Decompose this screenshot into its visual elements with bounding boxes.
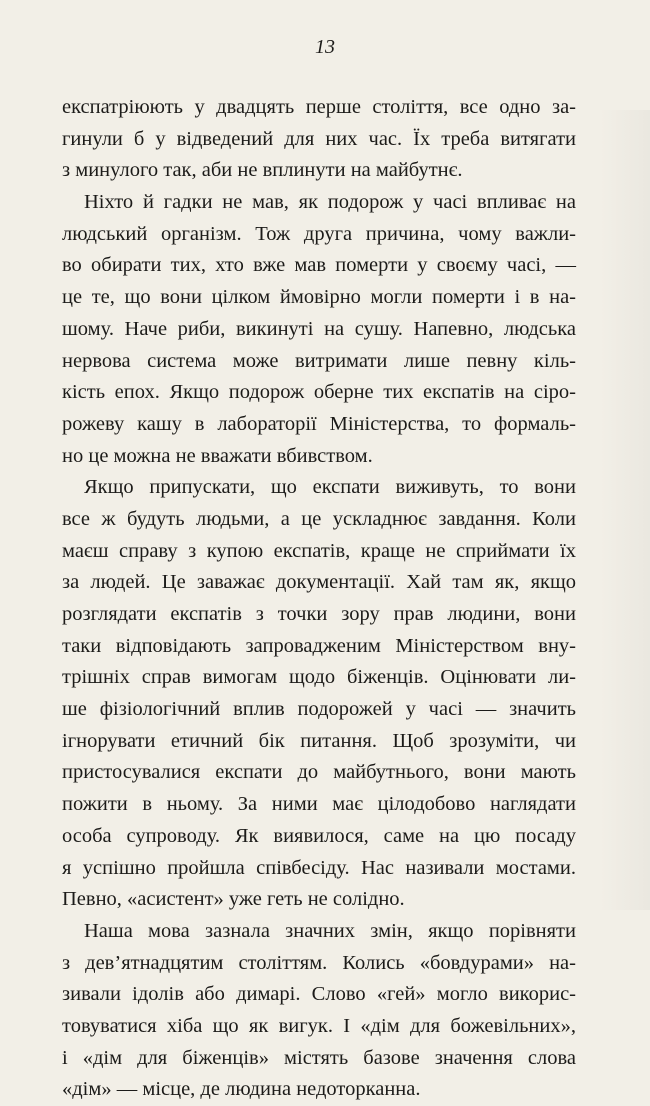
text-line: людський організм. Тож друга причина, чому важли- [62, 222, 576, 245]
text-line: шому. Наче риби, викинуті на сушу. Напевно, людська [62, 317, 576, 340]
text-line: «дім» — місце, де людина недоторканна. [62, 1078, 421, 1101]
text-line: Певно, «асистент» уже геть не солідно. [62, 888, 405, 911]
text-line: з дев’ятнадцятим століттям. Колись «бовдурами» на- [62, 951, 576, 974]
text-line: все ж будуть людьми, а це ускладнює завдання. Коли [62, 507, 576, 530]
text-line: гинули б у відведений для них час. Їх треба витягати [62, 127, 576, 150]
text-line: рожеву кашу в лабораторії Міністерства, то формаль- [62, 412, 576, 435]
text-line: розглядати експатів з точки зору прав людини, вони [62, 603, 576, 625]
text-line: це те, що вони цілком ймовірно могли померти і в на- [62, 286, 576, 309]
text-line: ше фізіологічний вплив подорожей у часі — значить [62, 698, 576, 721]
paragraph [62, 92, 576, 187]
text-line: Якщо припускати, що експати виживуть, то вони [84, 476, 576, 499]
facing-page-shadow [600, 110, 650, 910]
text-line: таки відповідають запровадженим Міністерством вну- [62, 634, 576, 657]
text-line: кість епох. Якщо подорож оберне тих експатів на сіро- [62, 381, 576, 404]
text-line: но це можна не вважати вбивством. [62, 444, 373, 467]
text-line: експатріюють у двадцять перше століття, все одно за- [62, 96, 576, 118]
paragraph [62, 916, 576, 1106]
text-line: Ніхто й гадки не мав, як подорож у часі впливає на [84, 191, 576, 214]
body-text [62, 92, 576, 1106]
text-line: во обирати тих, хто вже мав померти у своєму часі, — [62, 254, 576, 277]
text-line: нервова система може витримати лише певну кіль- [62, 349, 576, 372]
text-line: трішніх справ вимогам щодо біженців. Оцінювати ли- [62, 666, 576, 689]
page-number: 13 [315, 36, 335, 58]
paragraph [62, 187, 576, 472]
paragraph [62, 472, 576, 916]
text-line: з минулого так, аби не вплинути на майбутнє. [62, 159, 463, 182]
text-line: маєш справу з купою експатів, краще не сприймати їх [62, 539, 576, 562]
text-line: Наша мова зазнала значних змін, якщо порівняти [84, 919, 576, 942]
text-line: ігнорувати етичний бік питання. Щоб зрозуміти, чи [62, 729, 576, 752]
text-line: я успішно пройшла співбесіду. Нас називали мостами. [62, 856, 576, 879]
text-line: за людей. Це заважає документації. Хай там як, якщо [62, 571, 576, 594]
text-line: пристосувалися експати до майбутнього, вони мають [62, 761, 576, 784]
text-line: зивали ідолів або димарі. Слово «гей» могло викорис- [62, 983, 576, 1006]
text-line: товуватися хіба що як вигук. І «дім для божевільних», [62, 1014, 576, 1037]
text-line: і «дім для біженців» містять базове значення слова [62, 1046, 576, 1069]
text-line: особа супроводу. Як виявилося, саме на цю посаду [62, 824, 576, 847]
text-line: пожити в ньому. За ними має цілодобово наглядати [62, 793, 576, 816]
